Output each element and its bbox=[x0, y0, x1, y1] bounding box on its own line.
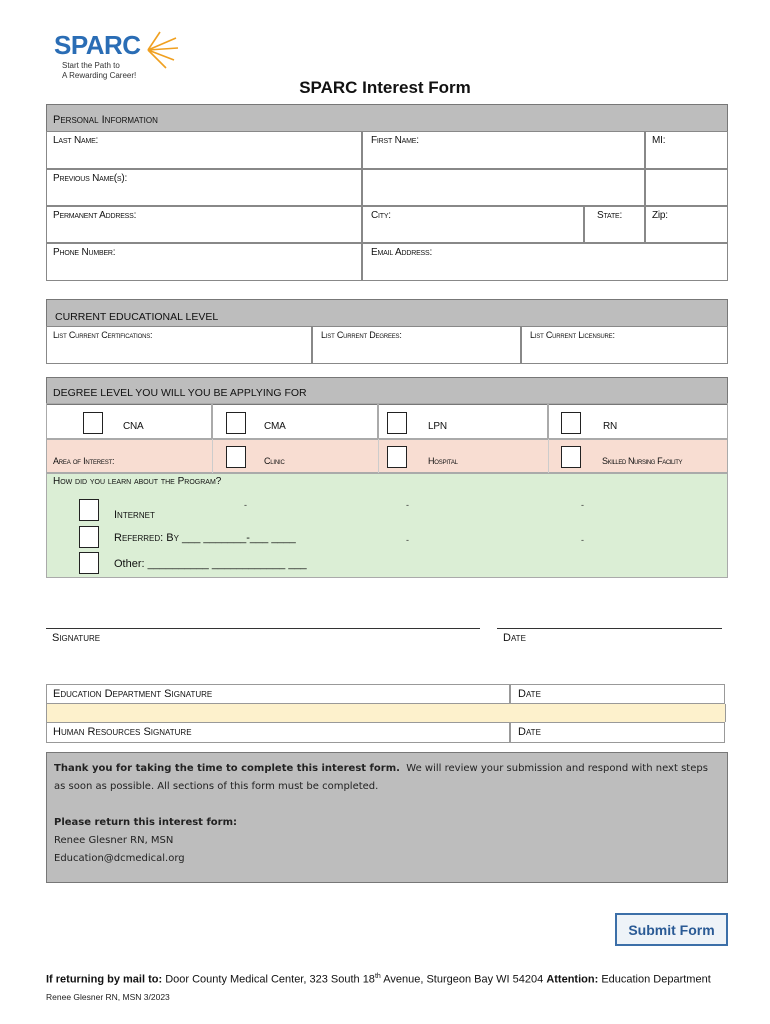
mail-bold: If returning by mail to: bbox=[46, 973, 163, 986]
phone-label: Phone Number: bbox=[53, 247, 116, 258]
signature-line[interactable] bbox=[46, 628, 480, 629]
notice-box bbox=[46, 752, 728, 883]
education-title: CURRENT EDUCATIONAL LEVEL bbox=[55, 311, 219, 323]
learn-question: How did you learn about the Program? bbox=[53, 476, 222, 487]
previous-names-label: Previous Name(s): bbox=[53, 173, 128, 184]
edu-signature-field[interactable] bbox=[46, 684, 510, 704]
hr-date-label: Date bbox=[518, 726, 541, 738]
area-label: Area of Interest: bbox=[53, 456, 115, 466]
edu-signature-label: Education Department Signature bbox=[53, 688, 213, 700]
internet-label: Internet bbox=[114, 509, 155, 521]
cna-checkbox[interactable] bbox=[83, 412, 103, 434]
licensure-label: List Current Licensure: bbox=[530, 330, 615, 340]
cna-label: CNA bbox=[123, 421, 144, 432]
referred-label: Referred: By ___ _______-___ ____ bbox=[114, 532, 296, 544]
attention-bold: Attention: bbox=[546, 973, 599, 986]
city-label: City: bbox=[371, 210, 391, 221]
clinic-label: Clinic bbox=[264, 456, 285, 466]
date-label: Date bbox=[503, 632, 526, 644]
previous-names-extra[interactable] bbox=[362, 169, 645, 206]
email-field[interactable] bbox=[362, 243, 728, 281]
skilled-nursing-checkbox[interactable] bbox=[561, 446, 581, 468]
mail-text: Door County Medical Center, 323 South 18 bbox=[165, 973, 375, 986]
state-field[interactable] bbox=[584, 206, 645, 243]
logo-tagline-1: Start the Path to bbox=[62, 61, 120, 70]
zip-field[interactable] bbox=[645, 206, 728, 243]
hospital-label: Hospital bbox=[428, 456, 458, 466]
address-label: Permanent Address: bbox=[53, 210, 137, 221]
degrees-label: List Current Degrees: bbox=[321, 330, 402, 340]
cma-label: CMA bbox=[264, 421, 286, 432]
address-field[interactable] bbox=[46, 206, 362, 243]
other-label: Other: __________ ____________ ___ bbox=[114, 558, 307, 570]
return-heading: Please return this interest form: bbox=[54, 817, 238, 828]
personal-info-header bbox=[46, 104, 728, 132]
page-title: SPARC Interest Form bbox=[299, 78, 471, 97]
state-label: State: bbox=[597, 210, 623, 221]
rn-label: RN bbox=[603, 421, 618, 432]
area-divider-1 bbox=[212, 439, 213, 473]
degree-title: DEGREE LEVEL YOU WILL YOU BE APPLYING FOR bbox=[53, 387, 307, 399]
area-divider-3 bbox=[548, 439, 549, 473]
first-name-label: First Name: bbox=[371, 135, 419, 146]
education-header bbox=[46, 299, 728, 327]
internet-checkbox[interactable] bbox=[79, 499, 99, 521]
dash-mark-4: - bbox=[406, 535, 409, 545]
mail-sup: th bbox=[374, 973, 381, 980]
dash-mark-5: - bbox=[581, 535, 584, 545]
mi-field[interactable] bbox=[645, 131, 728, 169]
mail-text-2: Avenue, Sturgeon Bay WI 54204 bbox=[383, 973, 544, 986]
lpn-label: LPN bbox=[428, 421, 447, 432]
edu-date-label: Date bbox=[518, 688, 541, 700]
hospital-checkbox[interactable] bbox=[387, 446, 407, 468]
contact-email: Education@dcmedical.org bbox=[54, 853, 185, 864]
dash-mark-2: - bbox=[406, 500, 409, 510]
certifications-field[interactable] bbox=[46, 326, 312, 364]
email-label: Email Address: bbox=[371, 247, 433, 258]
area-divider-2 bbox=[378, 439, 379, 473]
mi-label: MI: bbox=[652, 135, 666, 146]
last-name-field[interactable] bbox=[46, 131, 362, 169]
referred-checkbox[interactable] bbox=[79, 526, 99, 548]
logo-spark-icon bbox=[140, 30, 180, 70]
previous-names-field[interactable] bbox=[46, 169, 362, 206]
submit-button[interactable]: Submit Form bbox=[615, 913, 728, 946]
other-checkbox[interactable] bbox=[79, 552, 99, 574]
edu-date-field[interactable] bbox=[510, 684, 725, 704]
notice-bold: Thank you for taking the time to complete this interest form. bbox=[54, 763, 400, 774]
hr-signature-field[interactable] bbox=[46, 722, 510, 743]
degree-header bbox=[46, 377, 728, 405]
first-name-field[interactable] bbox=[362, 131, 645, 169]
hr-signature-label: Human Resources Signature bbox=[53, 726, 192, 738]
lpn-checkbox[interactable] bbox=[387, 412, 407, 434]
licensure-field[interactable] bbox=[521, 326, 728, 364]
dash-mark-1: - bbox=[244, 500, 247, 510]
form-credit: Renee Glesner RN, MSN 3/2023 bbox=[46, 992, 170, 1002]
rn-checkbox[interactable] bbox=[561, 412, 581, 434]
cma-checkbox[interactable] bbox=[226, 412, 246, 434]
mail-instructions bbox=[46, 973, 756, 986]
logo-tagline-2: A Rewarding Career! bbox=[62, 71, 137, 80]
last-name-label: Last Name: bbox=[53, 135, 99, 146]
signature-label: Signature bbox=[52, 632, 101, 644]
signature-highlight-row bbox=[46, 704, 726, 722]
zip-label: Zip: bbox=[652, 210, 668, 221]
dash-mark-3: - bbox=[581, 500, 584, 510]
hr-date-field[interactable] bbox=[510, 722, 725, 743]
previous-names-extra-2[interactable] bbox=[645, 169, 728, 206]
phone-field[interactable] bbox=[46, 243, 362, 281]
personal-info-title: Personal Information bbox=[53, 114, 158, 126]
clinic-checkbox[interactable] bbox=[226, 446, 246, 468]
attention-text: Education Department bbox=[601, 973, 711, 986]
skilled-nursing-label: Skilled Nursing Facility bbox=[602, 456, 683, 466]
certifications-label: List Current Certifications: bbox=[53, 330, 153, 340]
logo-brand: SPARC bbox=[54, 30, 141, 60]
notice-body: We will review your submission and respond with next steps as soon as possible. All sections of this form must be completed. bbox=[54, 763, 708, 792]
notice-text bbox=[54, 760, 717, 796]
date-line[interactable] bbox=[497, 628, 722, 629]
degrees-field[interactable] bbox=[312, 326, 521, 364]
city-field[interactable] bbox=[362, 206, 584, 243]
contact-name: Renee Glesner RN, MSN bbox=[54, 835, 174, 846]
logo bbox=[52, 30, 182, 85]
